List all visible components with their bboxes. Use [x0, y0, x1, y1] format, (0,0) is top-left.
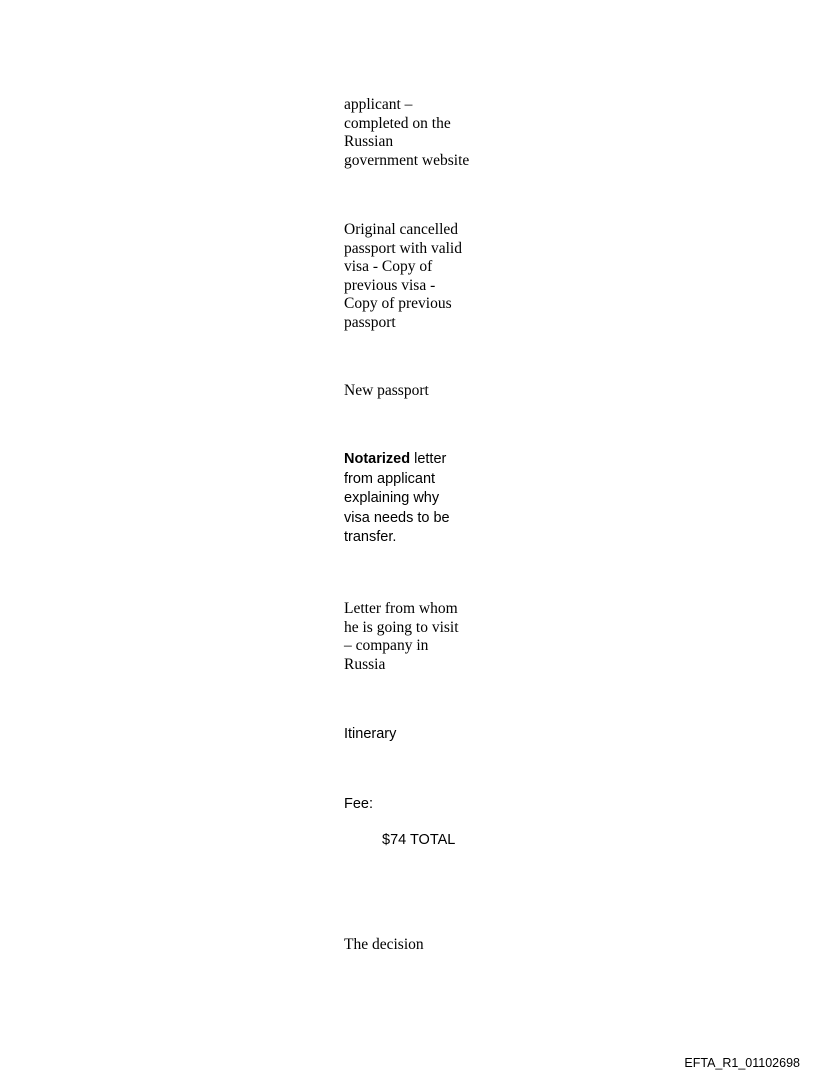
text-line: passport with valid: [344, 239, 462, 257]
text-line: passport: [344, 313, 396, 331]
text-line: Letter from whom: [344, 600, 458, 617]
fee-amount: $74 TOTAL: [382, 831, 456, 848]
text-line: visa needs to be: [344, 509, 450, 526]
text-line: transfer.: [344, 529, 397, 546]
text-line: from applicant: [344, 470, 436, 487]
notarized-letter-block: [344, 450, 479, 548]
letter-from-company-block: [344, 600, 479, 674]
fee-block: [344, 795, 479, 850]
text-line: visa - Copy of: [344, 258, 433, 276]
text-line: Copy of previous: [344, 295, 452, 313]
text-line: – company in: [344, 637, 429, 655]
notarized-bold-text: Notarized: [344, 451, 411, 467]
text-line: Russia: [344, 655, 386, 673]
new-passport-block: [344, 382, 479, 401]
text-line: Itinerary: [344, 726, 397, 742]
text-line: The decision: [344, 936, 424, 953]
fee-label: Fee:: [344, 796, 374, 812]
first-line-rest: letter: [410, 451, 447, 467]
text-line: New passport: [344, 382, 429, 399]
text-line: government website: [344, 151, 470, 169]
itinerary-block: [344, 725, 479, 745]
text-line: [344, 450, 479, 470]
text-line: Russian: [344, 133, 394, 151]
text-line: previous visa -: [344, 276, 436, 294]
document-id-footer: EFTA_R1_01102698: [684, 1056, 800, 1070]
original-passport-block: [344, 221, 479, 333]
text-line: Original cancelled: [344, 221, 459, 238]
application-block: [344, 96, 479, 170]
decision-block: [344, 936, 479, 955]
text-line: he is going to visit: [344, 618, 459, 636]
text-line: explaining why: [344, 490, 440, 507]
text-line: completed on the: [344, 114, 451, 132]
text-line: applicant –: [344, 96, 413, 113]
